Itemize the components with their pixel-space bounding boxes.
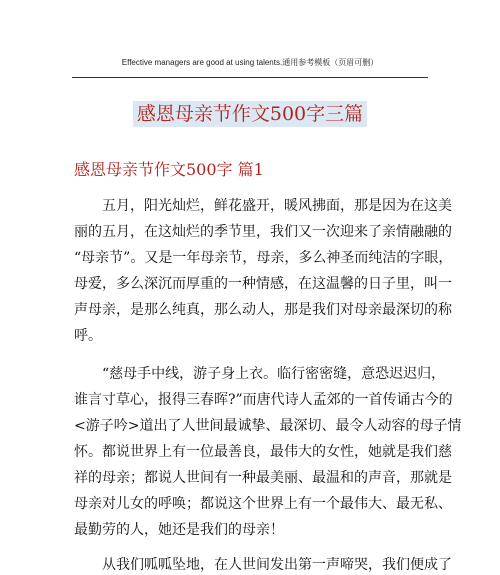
page-header: Effective managers are good at using talents.通用参考模板（页眉可删） xyxy=(121,58,379,67)
paragraph-line: “慈母手中线，游子身上衣。临行密密缝，意恐迟迟归， xyxy=(74,366,446,382)
paragraph-line: 母亲对儿女的呼唤；都说这个世界上有一个最伟大、最无私、 xyxy=(74,496,452,512)
paragraph-line: 谁言寸草心，报得三春晖?”而唐代诗人孟郊的一首传诵古今的 xyxy=(74,392,453,408)
document-title xyxy=(0,101,500,127)
paragraph-line: 祥的母亲；都说人世间有一种最美丽、最温和的声音，那就是 xyxy=(74,470,452,486)
paragraph-line-partial: 从我们呱呱坠地，在人世间发出第一声啼哭，我们便成了 xyxy=(74,557,452,573)
paragraph-line: <游子吟>道出了人世间最诚挚、最深切、最令人动容的母子情 xyxy=(74,418,462,434)
title-text: 感恩母亲节作文500字三篇 xyxy=(133,101,367,127)
paragraph-line: “母亲节”。又是一年母亲节，母亲，多么神圣而纯洁的字眼， xyxy=(74,250,453,266)
header-divider xyxy=(72,77,428,78)
section-heading: 感恩母亲节作文500字 篇1 xyxy=(74,160,264,179)
paragraph-line: 怀。都说世界上有一位最善良，最伟大的女性，她就是我们慈 xyxy=(74,444,452,460)
paragraph-line: 声母亲，是那么纯真，那么动人，那是我们对母亲最深切的称 xyxy=(74,302,452,318)
paragraph-line: 最勤劳的人，她还是我们的母亲！ xyxy=(74,522,284,538)
paragraph-line: 五月，阳光灿烂，鲜花盛开，暖风拂面，那是因为在这美 xyxy=(74,198,452,214)
paragraph-line: 呼。 xyxy=(74,328,102,344)
paragraph-line: 丽的五月，在这灿烂的季节里，我们又一次迎来了亲情融融的 xyxy=(74,224,452,240)
paragraph-line: 母爱，多么深沉而厚重的一种情感，在这温馨的日子里，叫一 xyxy=(74,276,452,292)
